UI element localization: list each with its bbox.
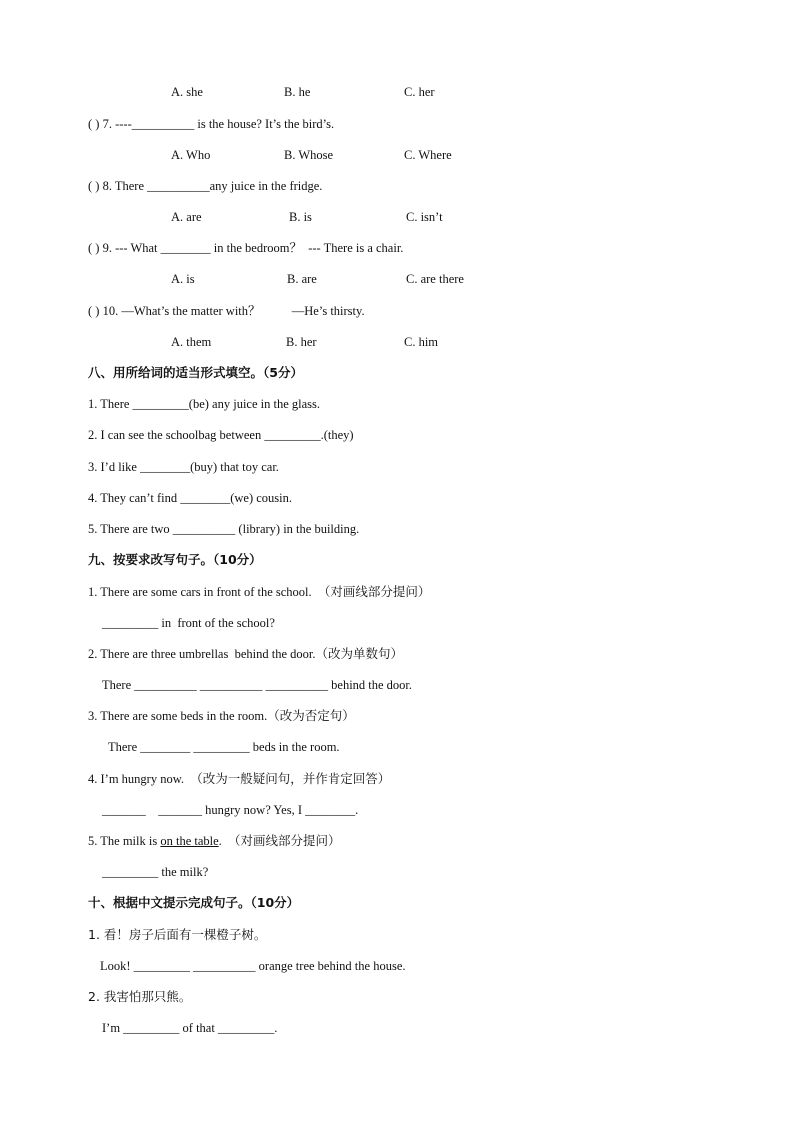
q7-option-c: C. Where [404,148,452,162]
section10-item-1-question: 1. 看！房子后面有一棵橙子树。 [88,927,267,942]
q9-stem: ( ) 9. --- What ________ in the bedroom？ --- There is a chair. [88,241,404,255]
section10-heading: 十、根据中文提示完成句子。（10分） [88,895,300,910]
section9-item-3-question: 3. There are some beds in the room.（改为否定句） [88,709,355,723]
q9-option-c: C. are there [406,272,464,286]
section8-item-1: 1. There _________(be) any juice in the glass. [88,397,321,411]
q9-option-b: B. are [287,272,317,286]
section9-item-5-underlined: on the table [160,834,219,848]
section10-item-2-question: 2. 我害怕那只熊。 [88,989,192,1004]
section9-item-2-answer: There __________ __________ __________ behind the door. [102,678,413,692]
q6-option-c: C. her [404,85,435,99]
section10-item-1-answer: Look! _________ __________ orange tree behind the house. [100,959,406,973]
section9-heading: 九、按要求改写句子。（10分） [88,552,262,567]
section9-item-1-answer: _________ in front of the school? [102,616,275,630]
q9-option-a: A. is [171,272,195,286]
q8-option-c: C. isn’t [406,210,443,224]
q6-option-b: B. he [284,85,311,99]
q8-stem: ( ) 8. There __________any juice in the fridge. [88,179,323,193]
q7-stem: ( ) 7. ----__________ is the house? It’s the bird’s. [88,117,335,131]
section9-item-3-answer: There ________ _________ beds in the room. [108,740,340,754]
section10-item-2-answer: I’m _________ of that _________. [102,1021,278,1035]
q10-option-c: C. him [404,335,439,349]
section9-item-5-answer: _________ the milk? [102,865,209,879]
section8-item-3: 3. I’d like ________(buy) that toy car. [88,460,279,474]
section8-item-2: 2. I can see the schoolbag between _________.(they) [88,428,354,442]
section9-item-1-question: 1. There are some cars in front of the school. （对画线部分提问） [88,585,431,599]
section9-item-4-answer: _______ _______ hungry now? Yes, I ________. [102,803,359,817]
section9-item-4-question: 4. I’m hungry now. （改为一般疑问句，并作肯定回答） [88,772,391,786]
section9-item-5-post: . （对画线部分提问） [218,834,341,848]
q10-stem: ( ) 10. —What’s the matter with？ —He’s thirsty. [88,304,365,318]
q8-option-a: A. are [171,210,202,224]
section9-item-5-question [88,833,341,849]
q7-option-b: B. Whose [284,148,334,162]
q6-option-a: A. she [171,85,203,99]
section9-item-2-question: 2. There are three umbrellas behind the door.（改为单数句） [88,647,403,661]
section9-item-5-pre: 5. The milk is [88,834,161,848]
q10-option-b: B. her [286,335,317,349]
section8-item-4: 4. They can’t find ________(we) cousin. [88,491,293,505]
section8-item-5: 5. There are two __________ (library) in the building. [88,522,360,536]
q7-option-a: A. Who [171,148,211,162]
q8-option-b: B. is [289,210,312,224]
section8-heading: 八、用所给词的适当形式填空。（5分） [88,365,303,380]
q10-option-a: A. them [171,335,212,349]
